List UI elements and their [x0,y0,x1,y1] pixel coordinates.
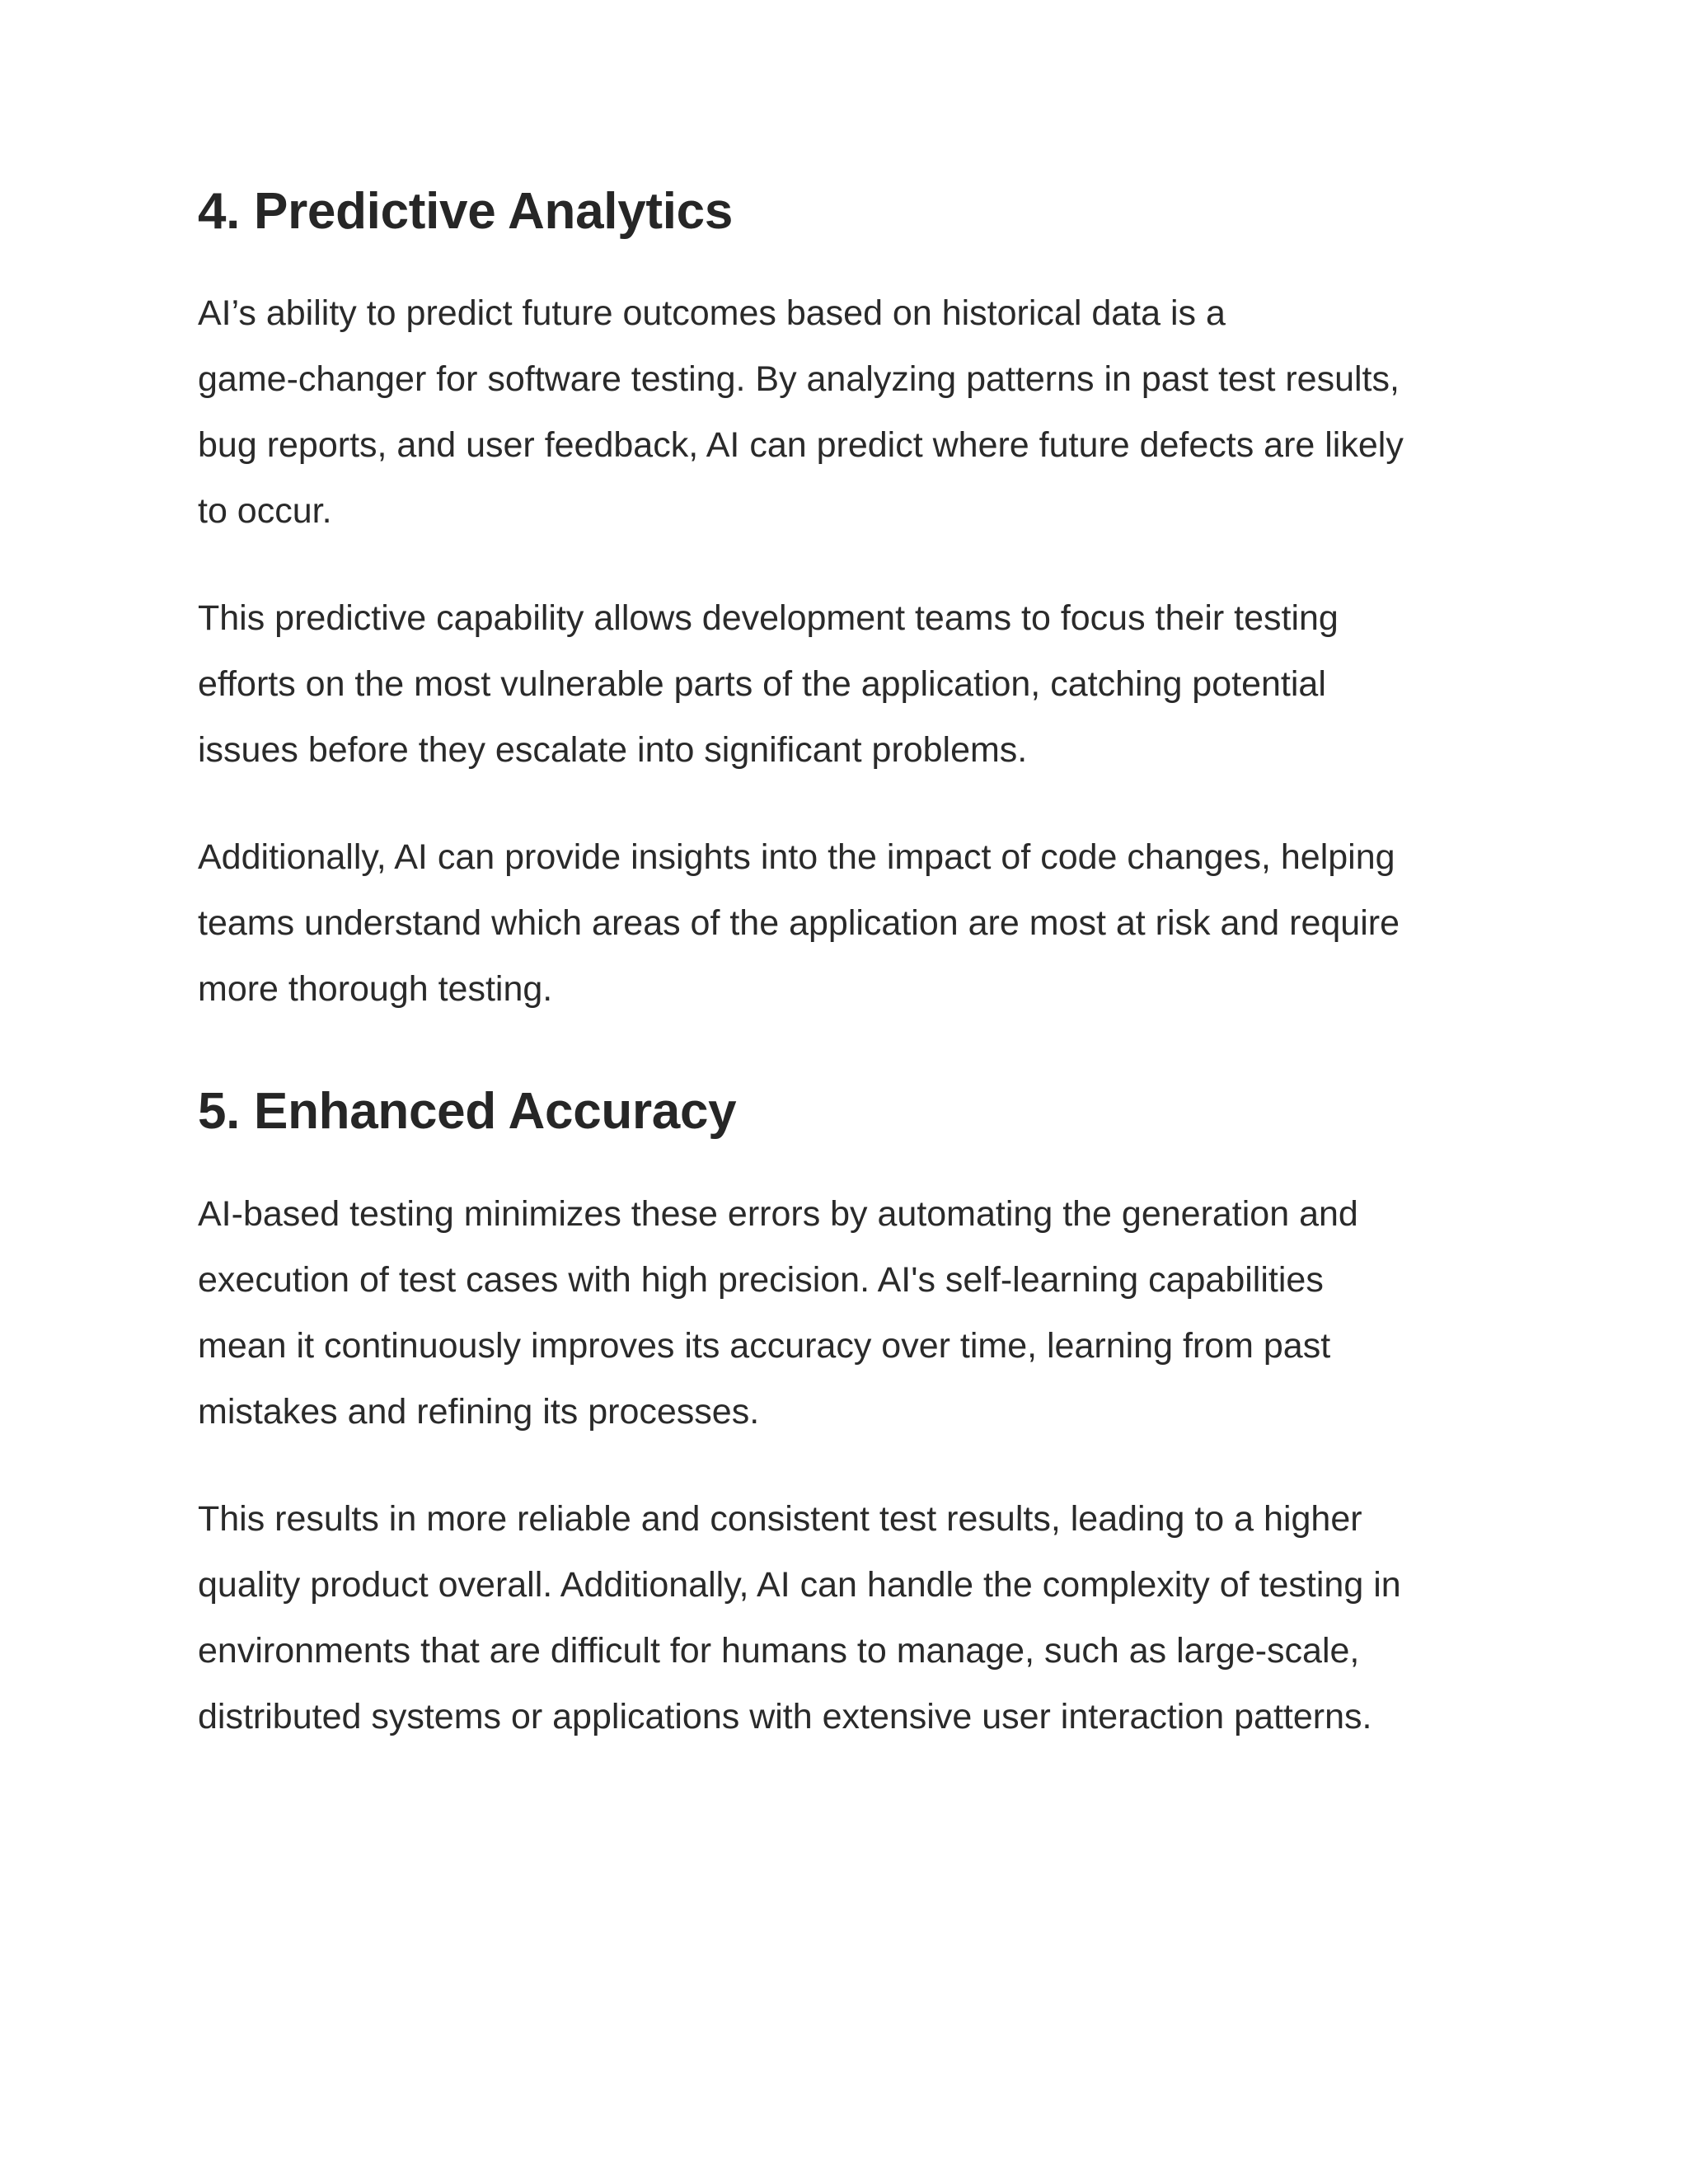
section-predictive-analytics [198,181,1500,1022]
section-heading: 5. Enhanced Accuracy [198,1083,737,1141]
text-line: AI-based testing minimizes these errors by automating the generation and [198,1193,1358,1234]
text-line: quality product overall. Additionally, AI can handle the complexity of testing in [198,1564,1401,1605]
text-line: mean it continuously improves its accuracy over time, learning from past [198,1325,1331,1366]
text-line: bug reports, and user feedback, AI can predict where future defects are likely [198,425,1404,466]
text-line: execution of test cases with high precision. AI's self-learning capabilities [198,1259,1324,1300]
text-line: This results in more reliable and consistent test results, leading to a higher [198,1498,1362,1539]
section-enhanced-accuracy [198,1081,1500,1749]
section-heading: 4. Predictive Analytics [198,183,734,240]
text-line: mistakes and refining its processes. [198,1391,760,1432]
text-line: teams understand which areas of the application are most at risk and require [198,903,1400,944]
text-line: AI’s ability to predict future outcomes based on historical data is a [198,293,1226,334]
document-page [198,181,1500,1750]
paragraph [198,585,1500,783]
paragraph [198,280,1500,544]
text-line: environments that are difficult for humans to manage, such as large-scale, [198,1630,1360,1671]
text-line: efforts on the most vulnerable parts of the application, catching potential [198,664,1326,705]
paragraph [198,1181,1500,1445]
paragraph [198,1486,1500,1750]
text-line: more thorough testing. [198,969,553,1010]
text-line: Additionally, AI can provide insights into the impact of code changes, helping [198,837,1395,878]
paragraph [198,824,1500,1022]
text-line: distributed systems or applications with extensive user interaction patterns. [198,1696,1372,1736]
text-line: game-changer for software testing. By analyzing patterns in past test results, [198,359,1400,400]
text-line: issues before they escalate into significant problems. [198,730,1028,771]
text-line: to occur. [198,491,332,532]
text-line: This predictive capability allows development teams to focus their testing [198,598,1339,639]
